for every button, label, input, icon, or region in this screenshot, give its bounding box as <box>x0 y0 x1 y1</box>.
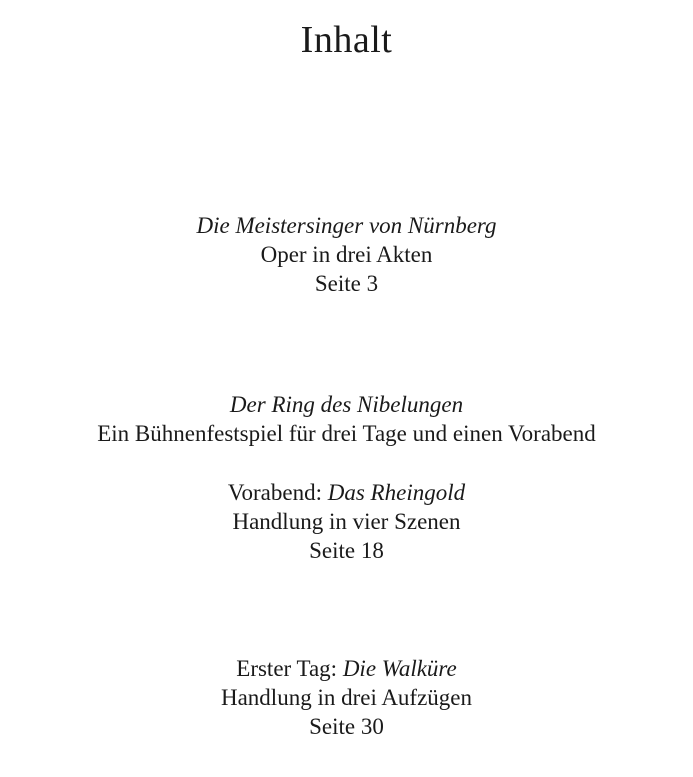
entry-subtitle: Oper in drei Akten <box>260 242 433 267</box>
entry-page-number: Seite 3 <box>314 271 379 296</box>
entry-subtitle: Handlung in drei Aufzügen <box>220 685 473 710</box>
entry-page-number: Seite 18 <box>309 538 384 563</box>
entry-page-number: Seite 30 <box>309 714 384 739</box>
entry-prefix: Vorabend: <box>227 480 328 505</box>
entry-subtitle: Ein Bühnenfestspiel für drei Tage und einen Vorabend <box>97 421 596 446</box>
entry-heading <box>0 655 693 683</box>
page-title: Inhalt <box>300 19 393 61</box>
entry-work-title: Die Meistersinger von Nürnberg <box>196 213 497 238</box>
entry-work-title: Der Ring des Nibelungen <box>229 392 464 417</box>
entry-heading <box>0 479 693 507</box>
entry-work-title: Die Walküre <box>342 656 457 681</box>
entry-work-title: Das Rheingold <box>327 480 466 505</box>
entry-subtitle: Handlung in vier Szenen <box>232 509 461 534</box>
entry-prefix: Erster Tag: <box>236 656 343 681</box>
